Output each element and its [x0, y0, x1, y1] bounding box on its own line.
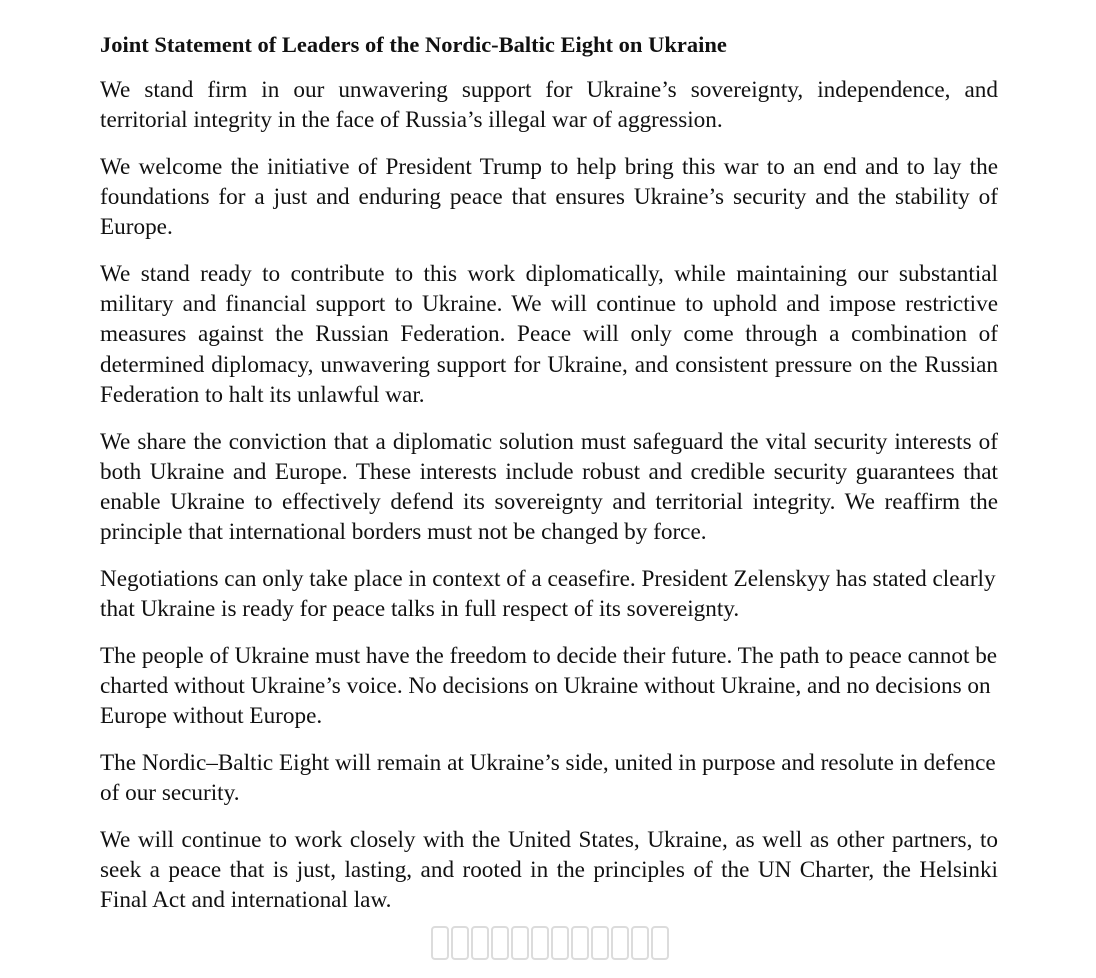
paragraph-support: We stand firm in our unwavering support for Ukraine’s sovereignty, independence, and territorial integrity in the face of Russia’s illegal war of aggression.	[100, 77, 998, 134]
paragraph-welcome-initiative: We welcome the initiative of President Trump to help bring this war to an end and to lay the foundations for a just and enduring peace that ensures Ukraine’s security and the stability of Europe.	[100, 153, 998, 241]
paragraph-negotiations: Negotiations can only take place in context of a ceasefire. President Zelenskyy has stated clearly that Ukraine is ready for peace talks in full respect of its sovereignty.	[100, 565, 996, 623]
paragraph-contribute: We stand ready to contribute to this work diplomatically, while maintaining our substantial military and financial support to Ukraine. We will continue to uphold and impose restrictive measures against the Russian Federation. Peace will only come through a combination of determined diplomacy, unwavering support for Ukraine, and consistent pressure on the Russian Federation to halt its unlawful war.	[100, 261, 998, 408]
paragraph-work-closely: We will continue to work closely with the United States, Ukraine, as well as other partners, to seek a peace that is just, lasting, and rooted in the principles of the UN Charter, the Helsinki Final Act and international law.	[100, 826, 998, 914]
document-title: Joint Statement of Leaders of the Nordic-Baltic Eight on Ukraine	[100, 32, 727, 57]
paragraph-people-of-ukraine: The people of Ukraine must have the freedom to decide their future. The path to peace cannot be charted without Ukraine’s voice. No decisions on Ukraine without Ukraine, and no decisions on Europe without Europe.	[100, 642, 998, 730]
paragraph-remain-at-side: The Nordic–Baltic Eight will remain at Ukraine’s side, united in purpose and resolute in defence of our security.	[100, 749, 996, 807]
statement-document	[100, 30, 998, 932]
paragraph-conviction: We share the conviction that a diplomatic solution must safeguard the vital security interests of both Ukraine and Europe. These interests include robust and credible security guarantees that enable Ukraine to effectively defend its sovereignty and territorial integrity. We reaffirm the principle that international borders must not be changed by force.	[100, 428, 998, 546]
